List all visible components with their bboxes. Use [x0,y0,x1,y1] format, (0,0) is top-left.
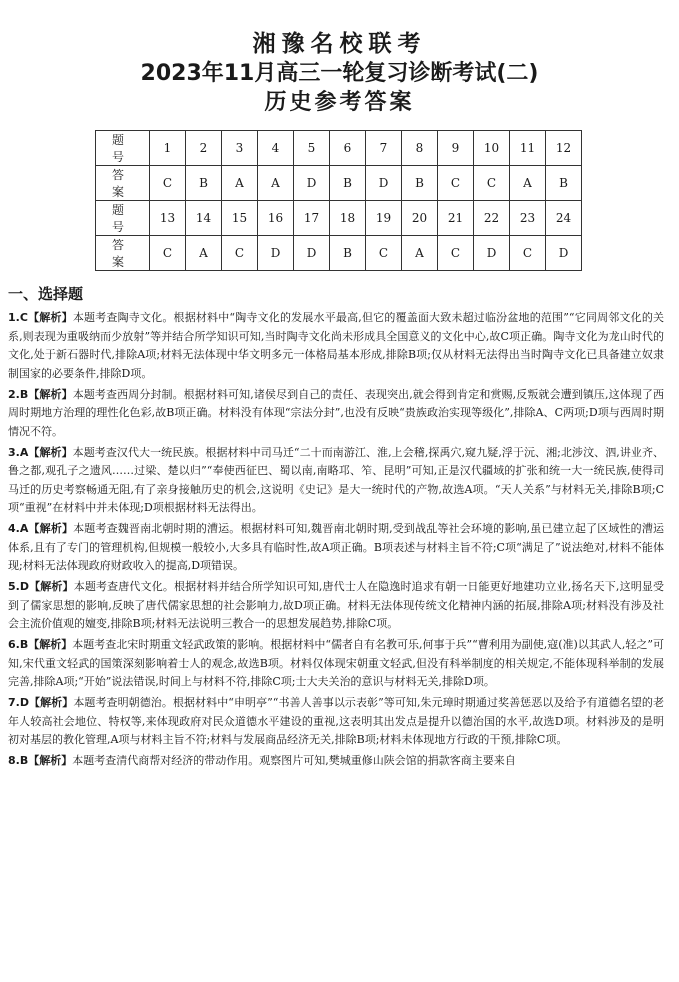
school-alliance-title: 湘豫名校联考 [252,31,427,57]
item-text: 本题考查北宋时期重文轻武政策的影响。根据材料中“儒者自有名教可乐,何事于兵”“曹利用为副使,寇(准)以其武人,轻之”可知,宋代重文轻武的国策深刻影响着士人的观念,故选B项。材料仅体现宋朝重文轻武,但没有科举制度的相关规定,不能体现科举制的发展完善,排除A项;“开始”说法错误,时间上与材料不符,排除C项;士大夫关治的意识与材料无关,排除D项。 [8,638,664,689]
question-number-cell: 6 [330,131,366,166]
answer-cell: B [546,166,582,201]
row-label-answer: 答 案 [96,166,150,201]
analysis-tag: 【解析】 [28,638,73,652]
answer-cell: A [258,166,294,201]
item-text: 本题考查唐代文化。根据材料并结合所学知识可知,唐代士人在隐逸时追求有朝一日能更好地建功立业,扬名天下,这明显受到了儒家思想的影响,反映了唐代儒家思想的社会影响力,故D项正确。材料无法体现传统文化精神内涵的拓展,排除A项;材料没有涉及社会主流价值观的嬗变,排除B项;材料无法说明三教合一的思想发展趋势,排除C项。 [8,580,664,631]
question-number-cell: 15 [222,201,258,236]
question-number-cell: 5 [294,131,330,166]
answer-cell: D [546,236,582,271]
analysis-tag: 【解析】 [28,522,74,536]
exam-title: 2023年11月高三一轮复习诊断考试(二) [140,61,539,86]
question-number-cell: 18 [330,201,366,236]
answer-cell: D [294,166,330,201]
table-row-answers-2 [96,236,582,271]
item-number: 4.A [8,522,29,536]
item-text: 本题考查魏晋南北朝时期的漕运。根据材料可知,魏晋南北朝时期,受到战乱等社会环境的影响,虽已建立起了区域性的漕运体系,且有了专门的管理机构,但规模一般较小,大多具有临时性,故A项正确。B项表述与材料主旨不符;C项“满足了”说法绝对,材料不能体现;材料无法体现政府财政收入的提高,D项错误。 [8,522,664,573]
section-title: 一、选择题 [8,285,84,303]
table-row-answers-1 [96,166,582,201]
question-number-cell: 19 [366,201,402,236]
question-number-cell: 12 [546,131,582,166]
question-number-cell: 20 [402,201,438,236]
question-number-cell: 4 [258,131,294,166]
item-number: 3.A [8,445,29,459]
analysis-tag: 【解析】 [28,387,73,401]
answer-cell: A [510,166,546,201]
question-number-cell: 21 [438,201,474,236]
table-row-numbers-2 [96,201,582,236]
answer-table [95,130,582,271]
analysis-tag: 【解析】 [28,445,73,459]
item-number: 6.B [8,638,29,652]
list-item [8,386,664,442]
list-item [8,520,664,576]
answer-cell: A [222,166,258,201]
question-number-cell: 2 [186,131,222,166]
question-number-cell: 17 [294,201,330,236]
answer-cell: D [258,236,294,271]
question-number-cell: 11 [510,131,546,166]
answer-cell: C [150,236,186,271]
question-number-cell: 14 [186,201,222,236]
row-label-number: 题 号 [96,131,150,166]
answer-cell: A [186,236,222,271]
item-number: 1.C [8,311,28,324]
item-number: 7.D [8,696,29,709]
analysis-tag: 【解析】 [27,311,73,324]
answer-cell: D [294,236,330,271]
question-number-cell: 7 [366,131,402,166]
answer-cell: C [438,236,474,271]
document-header [0,30,679,117]
question-number-cell: 8 [402,131,438,166]
answer-cell: D [366,166,402,201]
list-item [8,694,664,750]
list-item [8,309,664,383]
analysis-tag: 【解析】 [28,696,74,709]
question-number-cell: 13 [150,201,186,236]
list-item [8,752,664,771]
answer-cell: C [150,166,186,201]
answer-cell: C [474,166,510,201]
table-row-numbers-1 [96,131,582,166]
list-item [8,444,664,518]
item-text: 本题考查汉代大一统民族。根据材料中司马迁“二十而南游江、淮,上会稽,探禹穴,窥九疑,浮于沅、湘;北涉汶、泗,讲业齐、鲁之都,观孔子之遗风……过梁、楚以归”“奉使西征巴、蜀以南,南略邛、笮、昆明”可知,正是汉代疆域的扩张和统一大一统民族,使得司马迁的历史考察畅通无阻,有了亲身接触历史的机会,这说明《史记》是大一统时代的产物,故选A项。“天人关系”与材料无关,排除B项;C项“重视”在材料中并未体现;D项根据材料无法得出。 [8,445,664,515]
row-label-number: 题 号 [96,201,150,236]
item-text: 本题考查陶寺文化。根据材料中“陶寺文化的发展水平最高,但它的覆盖面大致未超过临汾盆地的范围”“它同周邻文化的关系,则表现为重吸纳而少放射”等并结合所学知识可知,当时陶寺文化尚未形成具全国意义的文化中心,故C项正确。陶寺文化为龙山时代的文化,处于新石器时代,排除A项;材料无法体现中华文明多元一体格局基本形成,排除B项;仅从材料无法得出当时陶寺文化已具备建立奴隶制国家的必要条件,排除D项。 [8,311,665,380]
answer-key-title: 历史参考答案 [264,90,415,115]
analysis-tag: 【解析】 [28,580,74,594]
answer-cell: C [366,236,402,271]
list-item [8,636,664,692]
question-number-cell: 9 [438,131,474,166]
answer-cell: B [330,236,366,271]
answer-cell: C [222,236,258,271]
answer-cell: C [438,166,474,201]
answer-cell: B [402,166,438,201]
answer-cell: B [330,166,366,201]
question-number-cell: 24 [546,201,582,236]
question-number-cell: 1 [150,131,186,166]
answer-cell: D [474,236,510,271]
explanation-list [8,309,664,773]
item-text: 本题考查西周分封制。根据材料可知,诸侯尽到自己的责任、表现突出,就会得到肯定和赏赐,反叛就会遭到镇压,这体现了西周时期地方治理的理性化色彩,故B项正确。材料没有体现“宗法分封”,也没有反映“贵族政治实现等级化”,排除A、C两项;D项与西周时期情况不符。 [8,387,664,438]
list-item [8,578,664,634]
question-number-cell: 16 [258,201,294,236]
item-number: 2.B [8,387,29,401]
question-number-cell: 23 [510,201,546,236]
answer-cell: B [186,166,222,201]
row-label-answer: 答 案 [96,236,150,271]
question-number-cell: 3 [222,131,258,166]
answer-cell: A [402,236,438,271]
item-text: 本题考查清代商帮对经济的带动作用。观察图片可知,樊城重修山陕会馆的捐款客商主要来自 [72,753,516,767]
question-number-cell: 10 [474,131,510,166]
question-number-cell: 22 [474,201,510,236]
item-text: 本题考查明朝德治。根据材料中“申明亭”“书善人善事以示表彰”等可知,朱元璋时期通过奖善惩恶以及给予有道德名望的老年人较高社会地位、特权等,来体现政府对民众道德水平建设的重视,这表明其出发点是提升以德治国的水平,故选D项。材料涉及的是明初对基层的教化管理,A项与材料主旨不符;材料与发展商品经济无关,排除B项;材料未体现地方行政的干预,排除C项。 [8,696,664,747]
answer-cell: C [510,236,546,271]
analysis-tag: 【解析】 [28,753,73,767]
item-number: 8.B [8,753,29,767]
item-number: 5.D [8,580,29,594]
